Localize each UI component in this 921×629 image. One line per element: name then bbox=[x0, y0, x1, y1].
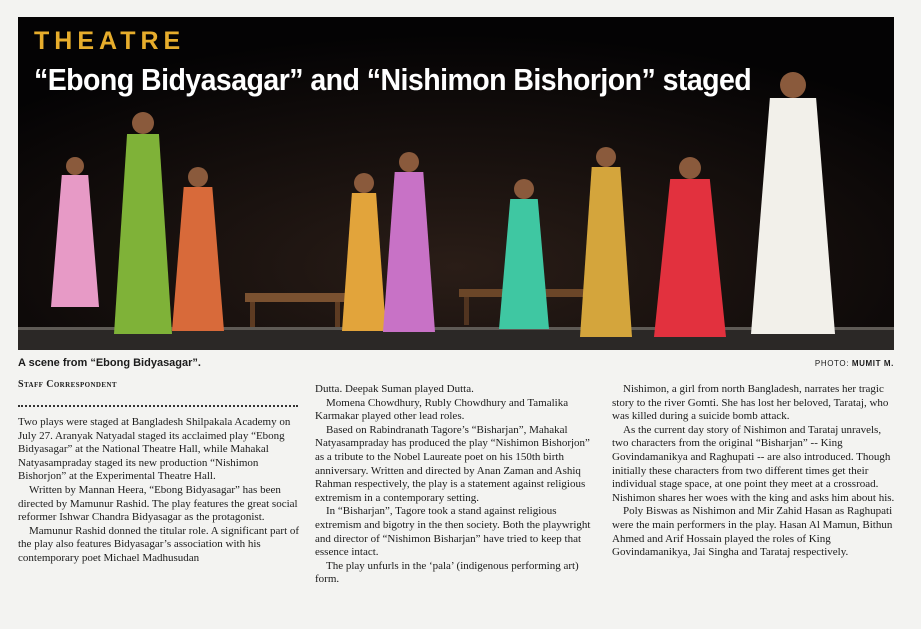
article-paragraph: The play unfurls in the ‘pala’ (indigenous performing art) form. bbox=[315, 559, 579, 586]
article-column-1 bbox=[18, 416, 304, 566]
photo-caption: A scene from “Ebong Bidyasagar”. bbox=[18, 357, 201, 369]
photo-credit-label: PHOTO: bbox=[814, 359, 850, 368]
headline: “Ebong Bidyasagar” and “Nishimon Bishorjon” staged bbox=[34, 62, 752, 97]
article-paragraph: Two plays were staged at Bangladesh Shilpakala Academy on July 27. Aranyak Natyadal staged its acclaimed play “Ebong Bidyasagar” at the National Theatre Hall, while Mahakal Natyasampraday staged its new production “Nishimon Bishorjon” at the Experimental Theatre Hall. bbox=[18, 416, 291, 483]
article-paragraph: Written by Mannan Heera, “Ebong Bidyasagar” has been directed by Mamunur Rashid. The play features the great social reformer Ishwar Chandra Bidyasagar as the protagonist. bbox=[18, 483, 298, 524]
article-paragraph: Poly Biswas as Nishimon and Mir Zahid Hasan as Raghupati were the main performers in the play. Hasan Al Mamun, Bithun Ahmed and Arif Hossain played the roles of King Govindamanikya, Jai Singha and Tarataj respectively. bbox=[612, 505, 893, 559]
article-paragraph: Based on Rabindranath Tagore’s “Bisharjan”, Mahakal Natyasampraday has produced the play “Nishimon Bishorjon” as a tribute to the Nobel Laureate poet on his 150th birth anniversary. Written and directed by Anan Zaman and Ashiq Rahman respectively, the play is a statement against religious extremism in a contemporary setting. bbox=[315, 423, 590, 504]
photo-credit bbox=[815, 359, 894, 368]
stage-photo bbox=[18, 17, 894, 350]
article-paragraph: In “Bisharjan”, Tagore took a stand against religious extremism and bigotry in the then society. Both the playwright and director of “Nishimon Bisharjan” have tried to keep that essence intact. bbox=[315, 505, 591, 559]
byline: Staff Correspondent bbox=[18, 379, 117, 390]
article-paragraph: Mamunur Rashid donned the titular role. A significant part of the play also features Bidyasagar’s association with his contemporary poet Michael Madhusudan bbox=[18, 524, 300, 564]
byline-divider bbox=[18, 405, 298, 407]
photo-credit-name: MUMIT M. bbox=[851, 359, 894, 368]
article-paragraph: Dutta. Deepak Suman played Dutta. bbox=[315, 383, 474, 395]
article-column-3 bbox=[612, 383, 900, 560]
section-label: THEATRE bbox=[34, 27, 186, 55]
article-paragraph: As the current day story of Nishimon and Tarataj unravels, two characters from the original “Bisharjan” -- King Govindamanikya and Raghupati -- are also introduced. Though initially these characters from two different times get their individual stage space, at one point they meet at a crossroad. Nishimon shares her woes with the king and asks him about his. bbox=[612, 423, 895, 504]
article-paragraph: Momena Chowdhury, Rubly Chowdhury and Tamalika Karmakar played other lead roles. bbox=[315, 396, 569, 423]
article-paragraph: Nishimon, a girl from north Bangladesh, narrates her tragic story to the river Gomti. She has lost her beloved, Tarataj, who was killed during a suicide bomb attack. bbox=[612, 383, 889, 423]
article-column-2 bbox=[315, 383, 601, 587]
